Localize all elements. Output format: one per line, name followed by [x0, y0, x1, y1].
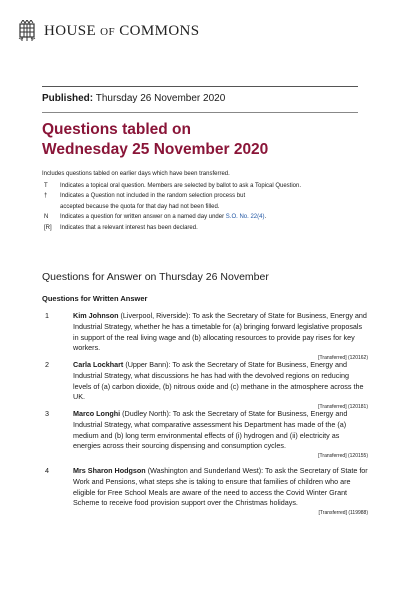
question-item — [42, 360, 368, 411]
member-name: Carla Lockhart — [73, 360, 124, 369]
house-name-main: HOUSE — [44, 22, 97, 39]
constituency: (Washington and Sunderland West): — [147, 466, 264, 475]
page-title — [42, 120, 268, 160]
legend-text-after: . — [264, 214, 267, 220]
question-ref: [Transferred] (119988) — [318, 510, 368, 517]
question-text: To ask the Secretary of State for Work and Pensions, what steps she is taking to ensure that families of children who are eligible for Free School Meals are aware of the need to access the Covid Winter Grant Scheme to receive food provision support over the Christmas holidays. — [73, 466, 368, 508]
legend-symbol: N — [44, 214, 49, 220]
legend-text-part1: Indicates a Question not included in the random selection process but — [60, 193, 246, 199]
legend-text — [60, 212, 372, 223]
legend-text — [60, 191, 372, 212]
divider-bottom — [42, 112, 358, 113]
house-name-of: OF — [100, 25, 116, 38]
question-item — [42, 311, 368, 362]
legend-item-named-day — [42, 212, 372, 223]
portcullis-icon — [18, 20, 36, 42]
constituency: (Dudley North): — [122, 409, 171, 418]
section-heading: Questions for Answer on Thursday 26 November — [42, 271, 269, 283]
question-number: 2 — [45, 360, 49, 369]
question-item — [42, 409, 368, 460]
house-name-end: COMMONS — [119, 22, 200, 39]
constituency: (Liverpool, Riverside): — [120, 311, 191, 320]
legend-item-interest — [42, 223, 372, 234]
member-name: Marco Longhi — [73, 409, 121, 418]
published-date: Thursday 26 November 2020 — [95, 93, 226, 104]
legend-text-part: Indicates a question for written answer on a named day under — [60, 214, 225, 220]
published-label: Published: — [42, 93, 94, 104]
page-header — [18, 20, 200, 42]
question-ref: [Transferred] (120155) — [318, 453, 368, 460]
legend — [42, 169, 372, 233]
legend-text: Indicates that a relevant interest has been declared. — [60, 224, 198, 231]
house-name — [44, 23, 200, 40]
question-body — [73, 311, 368, 362]
member-name: Kim Johnson — [73, 311, 119, 320]
question-text: To ask the Secretary of State for Business, Energy and Industrial Strategy, what comparative assessment his Department has made of the (a) medium and (b) long term environmental effects of (i) hydrogen and (ii) electricity as energies across their sourcing dispensing and consumption cycles. — [73, 409, 348, 451]
question-number: 1 — [45, 311, 49, 320]
question-ref: [Transferred] (120181) — [318, 404, 368, 411]
title-line-1: Questions tabled on — [42, 121, 191, 138]
member-name: Mrs Sharon Hodgson — [73, 466, 146, 475]
title-line-2: Wednesday 25 November 2020 — [42, 141, 269, 158]
question-text: To ask the Secretary of State for Business, Energy and Industrial Strategy, what discussions he has had with the devolved regions on reducing levels of (a) carbon dioxide, (b) nitrous oxide and (c) methane in the atmosphere across the UK. — [73, 360, 364, 402]
legend-symbol: [R] — [44, 224, 52, 231]
legend-lead: Includes questions tabled on earlier days which have been transferred. — [42, 171, 230, 177]
question-body — [73, 360, 368, 411]
legend-symbol: † — [44, 193, 48, 199]
published-line — [42, 93, 225, 104]
standing-order-link[interactable]: S.O. No. 22(4) — [225, 214, 265, 220]
question-item — [42, 466, 368, 517]
question-body — [73, 409, 368, 460]
legend-item-topical — [42, 181, 372, 192]
legend-text: Indicates a topical oral question. Members are selected by ballot to ask a Topical Question. — [60, 182, 302, 189]
question-number: 4 — [45, 466, 49, 475]
question-text: To ask the Secretary of State for Business, Energy and Industrial Strategy, whether he has a timetable for (a) bringing forward legislative proposals in support of the real living wage and (b) allocating resources to provide pay rises for key workers. — [73, 311, 367, 353]
constituency: (Upper Bann): — [125, 360, 171, 369]
legend-item-dagger — [42, 191, 372, 212]
question-ref: [Transferred] (120162) — [318, 355, 368, 362]
legend-text-part2: accepted because the quota for that day had not been filled. — [60, 203, 220, 210]
divider-top — [42, 86, 358, 87]
question-body — [73, 466, 368, 517]
subheading: Questions for Written Answer — [42, 294, 148, 303]
question-number: 3 — [45, 409, 49, 418]
legend-symbol: T — [44, 182, 48, 189]
